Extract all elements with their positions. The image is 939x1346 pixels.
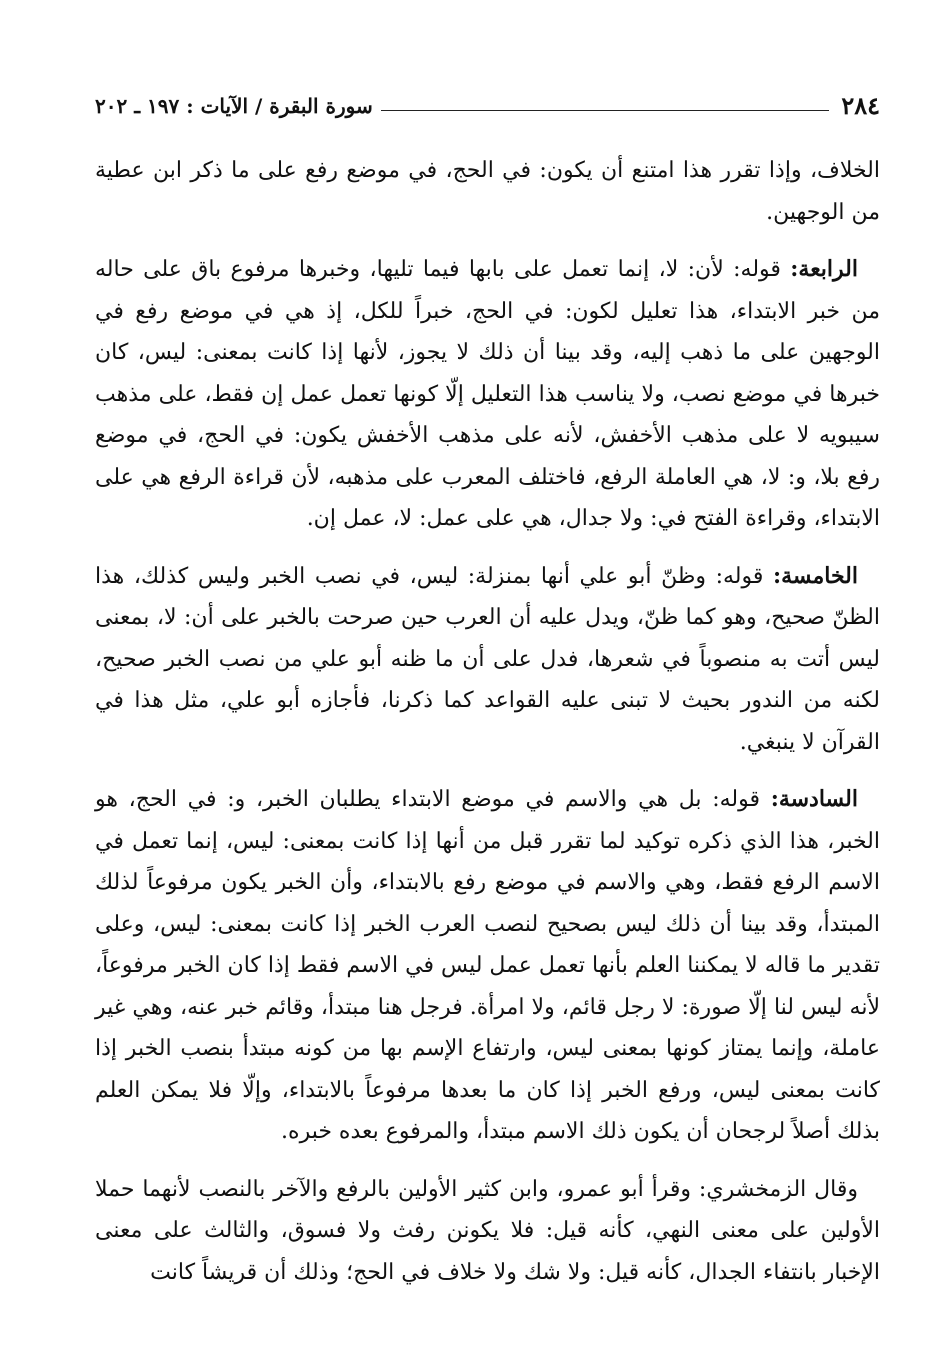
paragraph-continuation xyxy=(95,150,880,233)
page-body xyxy=(95,150,880,1293)
running-title: سورة البقرة / الآيات : ١٩٧ ـ ٢٠٢ xyxy=(95,94,373,118)
header-rule xyxy=(381,110,830,111)
paragraph-fourth xyxy=(95,249,880,540)
paragraph-zamakhshari xyxy=(95,1169,880,1294)
paragraph-text: قوله: بل هي والاسم في موضع الابتداء يطلبان الخبر، و: في الحج، هو الخبر، هذا الذي ذكره توكيد لما تقرر قبل من أنها إذا كانت بمعنى: ليس، إنما تعمل في الاسم الرفع فقط، وهي والاسم في موضع رفع بالابتداء، وأن الخبر يكون مرفوعاً لذلك المبتدأ، وقد بينا أن ذلك ليس بصحيح لنصب العرب الخبر إذا كانت بمعنى: ليس، وعلى تقدير ما قاله لا يمكننا العلم بأنها تعمل عمل ليس في الاسم فقط إذا كان الخبر مرفوعاً، لأنه ليس لنا إلّا صورة: لا رجل قائم، ولا امرأة. فرجل هنا مبتدأ، وقائم خبر عنه، وهي غير عاملة، وإنما يمتاز كونها بمعنى ليس، وارتفاع الإسم بها من كونه مبتدأ بنصب الخبر إذا كانت بمعنى ليس، ورفع الخبر إذا كان ما بعدها مرفوعاً بالابتداء، وإلّا فلا يمكن العلم بذلك أصلاً لرجحان أن يكون ذلك الاسم مبتدأ، والمرفوع بعده خبره. xyxy=(95,787,880,1144)
page-number: ٢٨٤ xyxy=(841,91,880,120)
page-header xyxy=(95,88,880,124)
paragraph-text: الخلاف، وإذا تقرر هذا امتنع أن يكون: في الحج، في موضع رفع على ما ذكر ابن عطية من الوجهين. xyxy=(95,158,880,225)
book-page xyxy=(95,88,880,1308)
paragraph-heading: الرابعة: xyxy=(790,256,858,282)
paragraph-fifth xyxy=(95,556,880,764)
paragraph-text: قوله: وظنّ أبو علي أنها بمنزلة: ليس، في نصب الخبر وليس كذلك، هذا الظنّ صحيح، وهو كما ظنّ، ويدل عليه أن العرب حين صرحت بالخبر على أن: لا، بمعنى ليس أتت به منصوباً في شعرها، فدل على أن ما ظنه أبو علي من نصب الخبر صحيح، لكنه من الندور بحيث لا تبنى عليه القواعد كما ذكرنا، فأجازه أبو علي، مثل هذا في القرآن لا ينبغي. xyxy=(95,563,880,755)
paragraph-text: قوله: لأن: لا، إنما تعمل على بابها فيما تليها، وخبرها مرفوع باق على حاله من خبر الابتداء، هذا تعليل لكون: في الحج، خبراً للكل، إذ هي في موضع رفع في الوجهين على ما ذهب إليه، وقد بينا أن ذلك لا يجوز، لأنها إذا كانت بمعنى: ليس، كان خبرها في موضع نصب، ولا يناسب هذا التعليل إلّا كونها تعمل عمل إن فقط، على مذهب سيبويه لا على مذهب الأخفش، لأنه على مذهب الأخفش يكون: في الحج، في موضع رفع بلا، و: لا، هي العاملة الرفع، فاختلف المعرب على مذهبه، لأن قراءة الرفع هي على الابتداء، وقراءة الفتح في: ولا جدال، هي على عمل: لا، عمل إن. xyxy=(95,257,880,531)
paragraph-text: وقال الزمخشري: وقرأ أبو عمرو، وابن كثير الأولين بالرفع والآخر بالنصب لأنهما حملا الأولين على معنى النهي، كأنه قيل: فلا يكونن رفث ولا فسوق، والثالث على معنى الإخبار بانتفاء الجدال، كأنه قيل: ولا شك ولا خلاف في الحج؛ وذلك أن قريشاً كانت xyxy=(95,1176,880,1285)
paragraph-heading: الخامسة: xyxy=(772,562,858,589)
paragraph-heading: السادسة: xyxy=(770,786,858,812)
paragraph-sixth xyxy=(95,779,880,1153)
